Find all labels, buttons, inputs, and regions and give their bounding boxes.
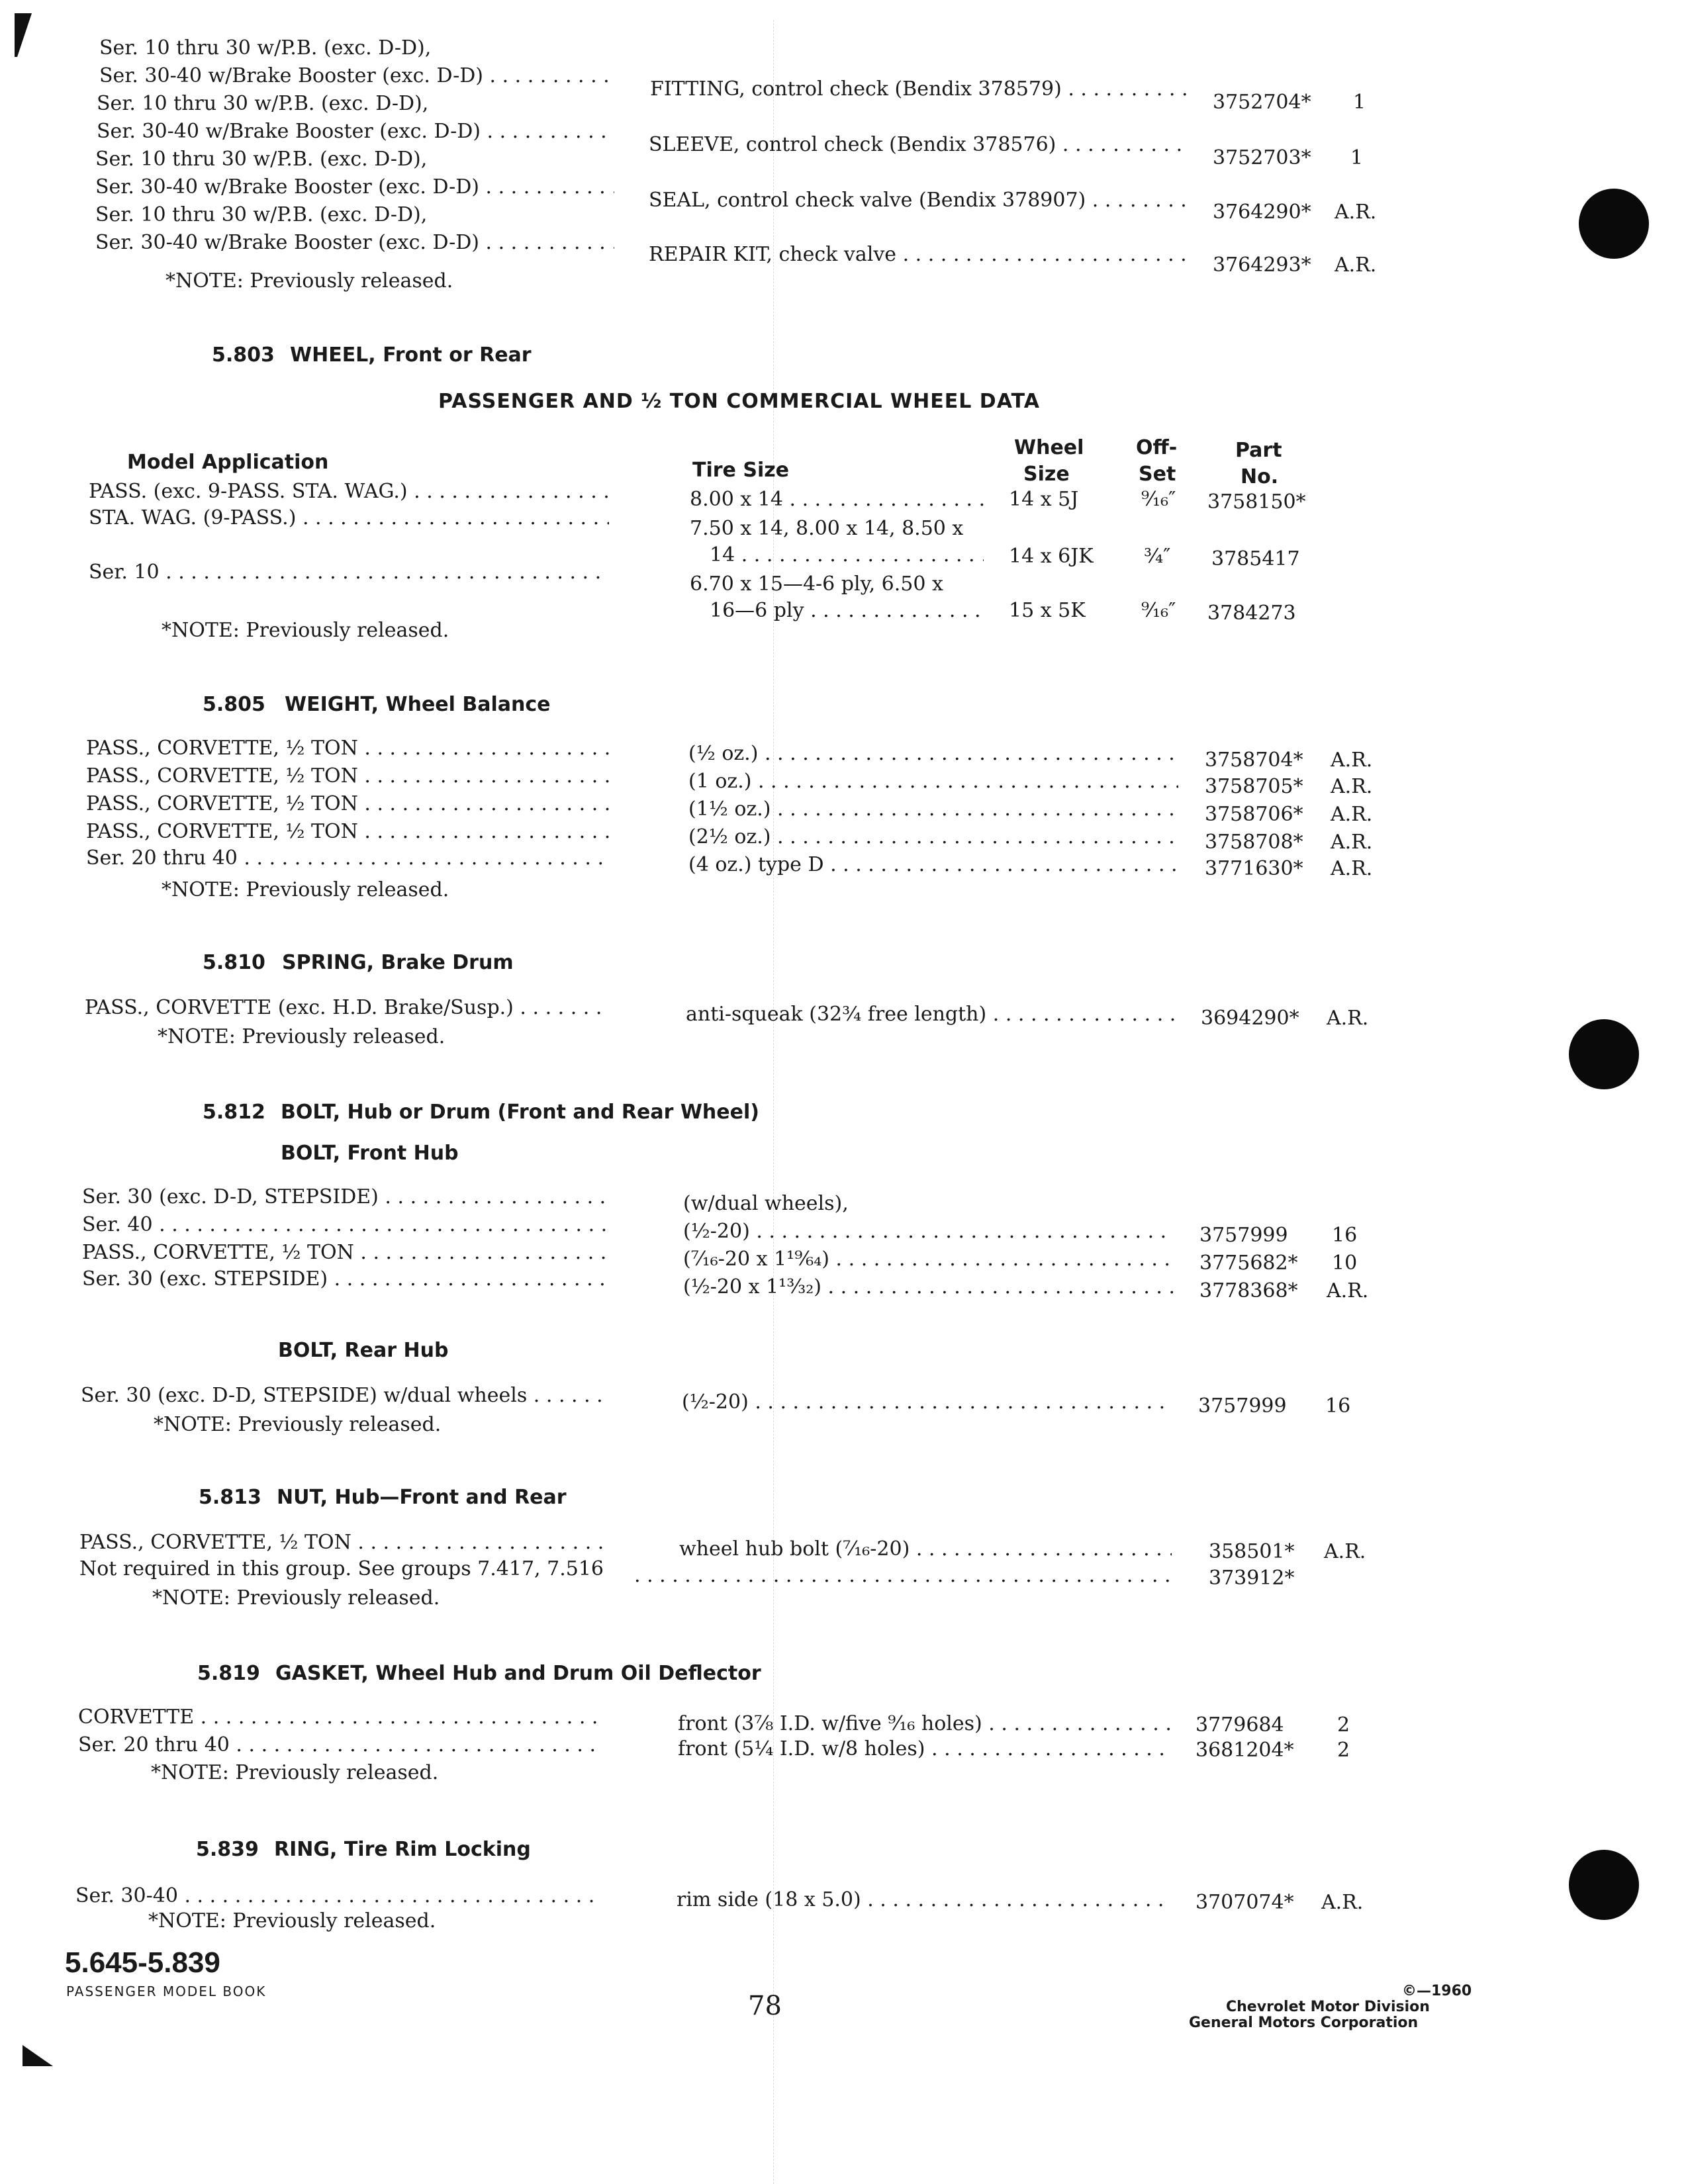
- part-description: (1 oz.) . . .: [688, 769, 1178, 794]
- part-description: SEAL, control check valve (Bendix 378907) . . .: [649, 188, 1186, 213]
- part-description: (2½ oz.) . . .: [688, 825, 1178, 850]
- part-number: 3764293*: [1213, 253, 1311, 277]
- column-header-part-no: No.: [1241, 465, 1279, 488]
- part-description: (½-20) . . .: [683, 1219, 1173, 1244]
- note-previously-released: *NOTE: Previously released.: [158, 1025, 445, 1048]
- application-line: PASS., CORVETTE, ½ TON . . .: [82, 1240, 606, 1265]
- application-line: Ser. 10 thru 30 w/P.B. (exc. D-D),: [97, 92, 429, 115]
- quantity: 16: [1332, 1224, 1358, 1247]
- part-description: front (3⅞ I.D. w/five ⁹⁄₁₆ holes) . . .: [678, 1711, 1172, 1737]
- application-line: PASS., CORVETTE, ½ TON . . .: [86, 792, 609, 817]
- quantity: 10: [1332, 1251, 1358, 1275]
- section-number: 5.812: [203, 1101, 265, 1124]
- column-header-wheel: Wheel: [1014, 436, 1084, 459]
- part-description: (4 oz.) type D . . .: [688, 852, 1178, 878]
- center-fold-line: [773, 20, 774, 2184]
- wheel-offset: ⁹⁄₁₆″: [1141, 599, 1176, 622]
- note-previously-released: *NOTE: Previously released.: [152, 1586, 440, 1610]
- section-title: NUT, Hub—Front and Rear: [277, 1486, 567, 1509]
- quantity: A.R.: [1335, 201, 1377, 224]
- quantity: 2: [1337, 1713, 1350, 1737]
- tire-size: 8.00 x 14 . . .: [690, 487, 984, 512]
- application-line: Ser. 30-40 w/Brake Booster (exc. D-D) . . .: [95, 230, 614, 255]
- part-number: 3758704*: [1205, 749, 1303, 772]
- tire-size: 16—6 ply . . .: [710, 598, 984, 623]
- section-title: WHEEL, Front or Rear: [290, 343, 532, 367]
- quantity: A.R.: [1335, 253, 1377, 277]
- part-description: wheel hub bolt (⁷⁄₁₆-20) . . .: [679, 1537, 1172, 1562]
- section-title: WEIGHT, Wheel Balance: [285, 693, 551, 716]
- application-line: PASS., CORVETTE, ½ TON . . .: [86, 764, 609, 789]
- wheel-offset: ⁹⁄₁₆″: [1141, 488, 1176, 511]
- note-previously-released: *NOTE: Previously released.: [154, 1413, 442, 1436]
- note-previously-released: *NOTE: Previously released.: [165, 269, 453, 293]
- part-number: 3752704*: [1213, 91, 1311, 114]
- part-description: FITTING, control check (Bendix 378579) . . .: [650, 77, 1186, 102]
- quantity: 16: [1325, 1394, 1351, 1418]
- part-number: 373912*: [1209, 1567, 1295, 1590]
- column-header-part: Part: [1235, 439, 1282, 462]
- part-number: 3771630*: [1205, 857, 1303, 880]
- part-description: (½ oz.) . . .: [688, 741, 1178, 766]
- part-number: 358501*: [1209, 1540, 1295, 1563]
- application-line: Ser. 30 (exc. D-D, STEPSIDE) w/dual wheels . . .: [81, 1383, 604, 1408]
- quantity: A.R.: [1331, 857, 1373, 880]
- part-description: SLEEVE, control check (Bendix 378576) . . .: [649, 132, 1186, 158]
- part-description: rim side (18 x 5.0) . . .: [677, 1888, 1172, 1913]
- column-header-tire: Tire Size: [692, 459, 790, 482]
- tire-size: 7.50 x 14, 8.00 x 14, 8.50 x: [690, 517, 964, 540]
- quantity: A.R.: [1324, 1540, 1366, 1563]
- application-line: PASS., CORVETTE, ½ TON . . .: [86, 736, 609, 761]
- note-previously-released: *NOTE: Previously released.: [151, 1761, 439, 1784]
- section-number: 5.803: [212, 343, 275, 367]
- application-line: Ser. 10 thru 30 w/P.B. (exc. D-D),: [95, 148, 428, 171]
- part-number: 3694290*: [1201, 1007, 1299, 1030]
- application-line: Ser. 20 thru 40 . . .: [78, 1733, 601, 1758]
- quantity: A.R.: [1327, 1279, 1369, 1302]
- wheel-model: PASS. (exc. 9-PASS. STA. WAG.) . . .: [89, 479, 609, 504]
- application-line: Ser. 40 . . .: [82, 1212, 606, 1238]
- column-header-wheel-size: Size: [1023, 463, 1070, 486]
- part-number: 3707074*: [1196, 1891, 1294, 1914]
- footer-copyright: ©—1960: [1402, 1983, 1472, 1999]
- part-number: 3752703*: [1213, 146, 1311, 169]
- section-number: 5.813: [199, 1486, 261, 1509]
- section-number: 5.810: [203, 951, 265, 974]
- application-line: Ser. 10 thru 30 w/P.B. (exc. D-D),: [99, 36, 432, 60]
- section-title: RING, Tire Rim Locking: [274, 1838, 531, 1861]
- wheel-size: 14 x 5J: [1009, 488, 1079, 511]
- wheel-size: 14 x 6JK: [1009, 545, 1094, 568]
- binder-hole-middle: [1569, 1019, 1639, 1089]
- wheel-size: 15 x 5K: [1009, 599, 1086, 622]
- section-title: GASKET, Wheel Hub and Drum Oil Deflector: [275, 1662, 761, 1685]
- binder-hole-bottom: [1569, 1850, 1639, 1920]
- part-number: 3758705*: [1205, 775, 1303, 798]
- binder-hole-top: [1579, 189, 1649, 259]
- quantity: 1: [1353, 91, 1366, 114]
- footer-division: Chevrolet Motor Division: [1226, 1999, 1430, 2015]
- application-line: PASS., CORVETTE, ½ TON . . .: [86, 819, 609, 844]
- application-line: Ser. 20 thru 40 . . .: [86, 846, 609, 871]
- quantity: A.R.: [1321, 1891, 1364, 1914]
- part-description: REPAIR KIT, check valve . . .: [649, 242, 1186, 267]
- footer-section-range: 5.645-5.839: [65, 1946, 220, 1979]
- part-number: 3784273: [1207, 602, 1296, 625]
- quantity: 2: [1337, 1739, 1350, 1762]
- part-number: 3758708*: [1205, 831, 1303, 854]
- wheel-model: Ser. 10 . . .: [89, 560, 609, 585]
- application-line: Ser. 30-40 w/Brake Booster (exc. D-D) . . .: [99, 64, 614, 89]
- application-line: Ser. 10 thru 30 w/P.B. (exc. D-D),: [95, 203, 428, 226]
- page-number: 78: [748, 1991, 782, 2021]
- application-line: Ser. 30-40 w/Brake Booster (exc. D-D) . . .: [97, 119, 614, 144]
- quantity: A.R.: [1331, 775, 1373, 798]
- application-line: Ser. 30-40 . . .: [75, 1884, 601, 1909]
- part-number: 3681204*: [1196, 1739, 1294, 1762]
- part-number: 3785417: [1211, 547, 1300, 570]
- subsection-title: BOLT, Rear Hub: [278, 1339, 449, 1362]
- part-description: anti-squeak (32¾ free length) . . .: [686, 1002, 1176, 1027]
- column-header-model: Model Application: [127, 451, 329, 474]
- footer-corporation: General Motors Corporation: [1189, 2015, 1419, 2031]
- application-line: Not required in this group. See groups 7.417, 7.516: [79, 1557, 604, 1580]
- application-line: CORVETTE . . .: [78, 1705, 601, 1730]
- wheel-model: STA. WAG. (9-PASS.) . . .: [89, 506, 609, 531]
- application-line: Ser. 30 (exc. D-D, STEPSIDE) . . .: [82, 1185, 606, 1210]
- table-title: PASSENGER AND ½ TON COMMERCIAL WHEEL DATA: [438, 390, 1040, 413]
- quantity: A.R.: [1327, 1007, 1369, 1030]
- leader-dots: [634, 1563, 1172, 1588]
- part-description: front (5¼ I.D. w/8 holes) . . .: [678, 1737, 1172, 1762]
- part-number: 3758150*: [1207, 490, 1306, 514]
- quantity: A.R.: [1331, 803, 1373, 826]
- part-description: (w/dual wheels),: [683, 1192, 849, 1215]
- application-line: Ser. 30-40 w/Brake Booster (exc. D-D) . . .: [95, 175, 614, 200]
- part-number: 3758706*: [1205, 803, 1303, 826]
- part-number: 3764290*: [1213, 201, 1311, 224]
- column-header-offset: Off-: [1136, 436, 1178, 459]
- part-description: (1½ oz.) . . .: [688, 797, 1178, 822]
- wheel-offset: ¾″: [1144, 545, 1171, 568]
- part-description: (½-20) . . .: [682, 1390, 1172, 1415]
- corner-mark-bottom-left: [23, 2045, 56, 2069]
- part-description: (⁷⁄₁₆-20 x 1¹⁹⁄₆₄) . . .: [683, 1247, 1173, 1272]
- part-number: 3757999: [1198, 1394, 1287, 1418]
- application-line: PASS., CORVETTE (exc. H.D. Brake/Susp.) . . .: [85, 995, 606, 1021]
- quantity: 1: [1350, 146, 1364, 169]
- part-number: 3775682*: [1199, 1251, 1298, 1275]
- section-number: 5.839: [196, 1838, 259, 1861]
- application-line: Ser. 30 (exc. STEPSIDE) . . .: [82, 1267, 606, 1292]
- column-header-offset-set: Set: [1139, 463, 1176, 486]
- tire-size: 14 . . .: [710, 543, 984, 568]
- section-number: 5.819: [197, 1662, 260, 1685]
- note-previously-released: *NOTE: Previously released.: [162, 878, 449, 901]
- part-description: (½-20 x 1¹³⁄₃₂) . . .: [683, 1275, 1173, 1300]
- section-title: BOLT, Hub or Drum (Front and Rear Wheel): [281, 1101, 759, 1124]
- section-number: 5.805: [203, 693, 265, 716]
- footer-book-name: PASSENGER MODEL BOOK: [66, 1983, 267, 1999]
- subsection-title: BOLT, Front Hub: [281, 1142, 459, 1165]
- note-previously-released: *NOTE: Previously released.: [162, 619, 449, 642]
- application-line: PASS., CORVETTE, ½ TON . . .: [79, 1530, 602, 1555]
- part-number: 3779684: [1196, 1713, 1284, 1737]
- quantity: A.R.: [1331, 749, 1373, 772]
- tire-size: 6.70 x 15—4-6 ply, 6.50 x: [690, 572, 943, 596]
- note-previously-released: *NOTE: Previously released.: [148, 1909, 436, 1933]
- corner-mark-top-left: [15, 13, 34, 60]
- part-number: 3757999: [1199, 1224, 1288, 1247]
- part-number: 3778368*: [1199, 1279, 1298, 1302]
- quantity: A.R.: [1331, 831, 1373, 854]
- section-title: SPRING, Brake Drum: [282, 951, 514, 974]
